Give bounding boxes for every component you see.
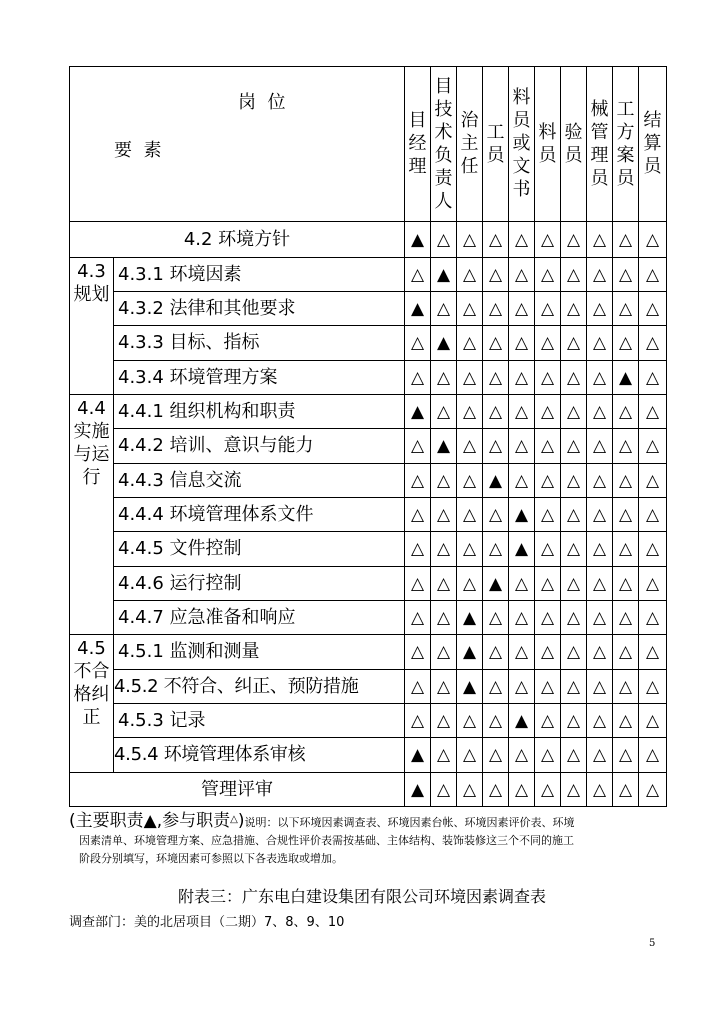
responsibility-mark: △ xyxy=(483,704,509,738)
responsibility-mark: △ xyxy=(561,704,587,738)
responsibility-mark: △ xyxy=(535,258,561,292)
responsibility-mark: ▲ xyxy=(509,704,535,738)
responsibility-mark: △ xyxy=(561,326,587,361)
element-item: 4.3.1 环境因素 xyxy=(114,258,405,292)
element-label: 要 素 xyxy=(114,140,162,161)
responsibility-mark: △ xyxy=(613,532,639,567)
responsibility-mark: ▲ xyxy=(405,222,431,258)
responsibility-mark: △ xyxy=(405,601,431,635)
column-header: 治主任 xyxy=(457,67,483,222)
responsibility-mark: △ xyxy=(535,292,561,326)
responsibility-mark: △ xyxy=(587,635,613,670)
responsibility-mark: △ xyxy=(535,326,561,361)
element-item: 4.5.3 记录 xyxy=(114,704,405,738)
footnote xyxy=(69,811,669,868)
responsibility-mark: △ xyxy=(509,601,535,635)
responsibility-mark: △ xyxy=(431,498,457,532)
responsibility-mark: △ xyxy=(483,738,509,773)
responsibility-mark: ▲ xyxy=(509,532,535,567)
table-row xyxy=(70,567,667,601)
responsibility-mark: △ xyxy=(483,773,509,807)
element-item: 4.4.6 运行控制 xyxy=(114,567,405,601)
responsibility-mark: △ xyxy=(639,670,667,704)
responsibility-mark: △ xyxy=(587,670,613,704)
responsibility-mark: △ xyxy=(587,326,613,361)
responsibility-mark: △ xyxy=(613,670,639,704)
responsibility-mark: △ xyxy=(613,635,639,670)
responsibility-mark: △ xyxy=(431,635,457,670)
column-header: 结算员 xyxy=(639,67,667,222)
element-item: 4.4.5 文件控制 xyxy=(114,532,405,567)
responsibility-mark: △ xyxy=(639,532,667,567)
responsibility-mark: △ xyxy=(613,498,639,532)
responsibility-mark: △ xyxy=(405,498,431,532)
responsibility-mark: ▲ xyxy=(405,395,431,429)
element-item: 4.3.3 目标、指标 xyxy=(114,326,405,361)
column-header: 械管理员 xyxy=(587,67,613,222)
responsibility-mark: ▲ xyxy=(483,464,509,498)
responsibility-mark: △ xyxy=(613,464,639,498)
responsibility-mark: △ xyxy=(561,670,587,704)
table-row xyxy=(70,635,667,670)
responsibility-mark: △ xyxy=(561,222,587,258)
table-row xyxy=(70,498,667,532)
responsibility-mark: △ xyxy=(613,773,639,807)
responsibility-mark: △ xyxy=(405,532,431,567)
responsibility-mark: △ xyxy=(561,395,587,429)
responsibility-mark: △ xyxy=(613,738,639,773)
note-text-3: 阶段分别填写，环境因素可参照以下各表选取或增加。 xyxy=(79,852,343,865)
responsibility-mark: △ xyxy=(561,258,587,292)
responsibility-mark: ▲ xyxy=(613,361,639,395)
responsibility-mark: △ xyxy=(639,635,667,670)
responsibility-mark: △ xyxy=(509,773,535,807)
responsibility-mark: △ xyxy=(405,464,431,498)
responsibility-mark: △ xyxy=(561,464,587,498)
responsibility-mark: △ xyxy=(431,567,457,601)
element-item: 4.4.2 培训、意识与能力 xyxy=(114,429,405,464)
responsibility-mark: △ xyxy=(483,601,509,635)
responsibility-mark: △ xyxy=(483,532,509,567)
responsibility-mark: △ xyxy=(639,464,667,498)
responsibility-mark: △ xyxy=(639,704,667,738)
responsibility-mark: △ xyxy=(457,326,483,361)
responsibility-mark: △ xyxy=(509,738,535,773)
responsibility-mark: △ xyxy=(405,429,431,464)
responsibility-mark: △ xyxy=(535,670,561,704)
responsibility-mark: △ xyxy=(509,635,535,670)
responsibility-mark: △ xyxy=(457,292,483,326)
responsibility-mark: △ xyxy=(457,395,483,429)
responsibility-mark: △ xyxy=(587,292,613,326)
responsibility-mark: △ xyxy=(405,704,431,738)
corner-header-cell xyxy=(70,67,405,222)
responsibility-mark: △ xyxy=(457,704,483,738)
responsibility-mark: △ xyxy=(613,567,639,601)
responsibility-mark: △ xyxy=(613,704,639,738)
responsibility-mark: △ xyxy=(561,292,587,326)
responsibility-mark: △ xyxy=(587,532,613,567)
element-item: 4.4.3 信息交流 xyxy=(114,464,405,498)
responsibility-mark: △ xyxy=(483,326,509,361)
responsibility-mark: △ xyxy=(639,601,667,635)
responsibility-mark: △ xyxy=(535,635,561,670)
responsibility-mark: △ xyxy=(509,326,535,361)
responsibility-mark: △ xyxy=(535,498,561,532)
responsibility-mark: △ xyxy=(509,361,535,395)
responsibility-mark: △ xyxy=(431,222,457,258)
responsibility-mark: △ xyxy=(613,222,639,258)
note-text-2: 因素清单、环境管理方案、应急措施、合规性评价表需按基础、主体结构、装饰装修这三个不同的施工 xyxy=(79,834,574,847)
note-text-1: 说明：以下环境因素调查表、环境因素台帐、环境因素评价表、环境 xyxy=(244,816,575,829)
responsibility-mark: △ xyxy=(457,222,483,258)
responsibility-mark: △ xyxy=(483,292,509,326)
responsibility-mark: △ xyxy=(639,292,667,326)
legend-close: ) xyxy=(237,811,245,831)
responsibility-mark: △ xyxy=(587,601,613,635)
table-row xyxy=(70,361,667,395)
responsibility-mark: △ xyxy=(431,704,457,738)
table-row xyxy=(70,464,667,498)
responsibility-mark: △ xyxy=(561,635,587,670)
responsibility-mark: △ xyxy=(639,326,667,361)
table-row xyxy=(70,395,667,429)
responsibility-mark: △ xyxy=(405,361,431,395)
responsibility-mark: △ xyxy=(509,670,535,704)
responsibility-mark: △ xyxy=(587,704,613,738)
column-header: 工员 xyxy=(483,67,509,222)
responsibility-mark: △ xyxy=(431,361,457,395)
responsibility-mark: △ xyxy=(405,567,431,601)
responsibility-mark: △ xyxy=(535,773,561,807)
responsibility-mark: △ xyxy=(431,738,457,773)
responsibility-mark: △ xyxy=(535,464,561,498)
responsibility-mark: △ xyxy=(587,567,613,601)
post-label: 岗 位 xyxy=(238,92,286,113)
responsibility-mark: △ xyxy=(457,567,483,601)
responsibility-mark: ▲ xyxy=(405,738,431,773)
responsibility-mark: △ xyxy=(457,361,483,395)
responsibility-mark: △ xyxy=(587,222,613,258)
responsibility-mark: △ xyxy=(639,429,667,464)
category-cell: 4.4实施与运行 xyxy=(70,395,114,635)
responsibility-mark: △ xyxy=(509,258,535,292)
responsibility-mark: △ xyxy=(457,738,483,773)
responsibility-mark: △ xyxy=(405,326,431,361)
responsibility-mark: △ xyxy=(431,601,457,635)
column-header: 料员 xyxy=(535,67,561,222)
responsibility-mark: ▲ xyxy=(483,567,509,601)
category-cell: 4.5不合格纠正 xyxy=(70,635,114,773)
responsibility-mark: △ xyxy=(535,395,561,429)
responsibility-mark: △ xyxy=(613,292,639,326)
responsibility-mark: △ xyxy=(561,532,587,567)
responsibility-mark: △ xyxy=(587,395,613,429)
table-row xyxy=(70,704,667,738)
responsibility-mark: △ xyxy=(639,498,667,532)
responsibility-mark: △ xyxy=(405,258,431,292)
element-item: 4.2 环境方针 xyxy=(70,222,405,258)
responsibility-mark: △ xyxy=(561,429,587,464)
responsibility-mark: △ xyxy=(483,429,509,464)
element-item: 4.5.4 环境管理体系审核 xyxy=(114,738,405,773)
responsibility-mark: △ xyxy=(431,773,457,807)
responsibility-mark: △ xyxy=(483,361,509,395)
table-row xyxy=(70,532,667,567)
responsibility-mark: △ xyxy=(613,601,639,635)
element-item: 4.4.7 应急准备和响应 xyxy=(114,601,405,635)
table-header-row xyxy=(70,67,667,222)
table-row xyxy=(70,326,667,361)
element-item: 4.4.1 组织机构和职责 xyxy=(114,395,405,429)
responsibility-mark: △ xyxy=(431,532,457,567)
responsibility-mark: △ xyxy=(587,498,613,532)
responsibility-mark: △ xyxy=(639,361,667,395)
responsibility-mark: △ xyxy=(561,498,587,532)
responsibility-mark: ▲ xyxy=(431,258,457,292)
responsibility-mark: △ xyxy=(457,464,483,498)
responsibility-mark: △ xyxy=(483,258,509,292)
table-row xyxy=(70,601,667,635)
responsibility-mark: △ xyxy=(431,670,457,704)
element-item: 4.3.2 法律和其他要求 xyxy=(114,292,405,326)
responsibility-mark: △ xyxy=(535,222,561,258)
responsibility-mark: △ xyxy=(535,567,561,601)
responsibility-mark: △ xyxy=(535,532,561,567)
responsibility-mark: △ xyxy=(535,361,561,395)
responsibility-mark: △ xyxy=(405,635,431,670)
responsibility-mark: △ xyxy=(587,361,613,395)
table-row xyxy=(70,429,667,464)
table-row xyxy=(70,292,667,326)
element-item: 4.4.4 环境管理体系文件 xyxy=(114,498,405,532)
responsibility-mark: △ xyxy=(613,429,639,464)
column-header: 验员 xyxy=(561,67,587,222)
responsibility-mark: △ xyxy=(535,704,561,738)
responsibility-table xyxy=(69,66,667,807)
responsibility-mark: △ xyxy=(431,395,457,429)
legend-text: (主要职责▲,参与职责 xyxy=(69,811,231,831)
responsibility-mark: △ xyxy=(639,567,667,601)
responsibility-mark: ▲ xyxy=(457,635,483,670)
responsibility-mark: △ xyxy=(457,429,483,464)
responsibility-mark: △ xyxy=(535,429,561,464)
responsibility-mark: △ xyxy=(509,567,535,601)
responsibility-mark: △ xyxy=(561,773,587,807)
responsibility-mark: △ xyxy=(483,635,509,670)
responsibility-mark: △ xyxy=(535,738,561,773)
responsibility-mark: △ xyxy=(561,567,587,601)
responsibility-mark: △ xyxy=(483,670,509,704)
table-row xyxy=(70,773,667,807)
responsibility-mark: △ xyxy=(483,222,509,258)
responsibility-mark: △ xyxy=(457,258,483,292)
responsibility-mark: △ xyxy=(509,222,535,258)
responsibility-mark: △ xyxy=(613,395,639,429)
responsibility-mark: △ xyxy=(561,738,587,773)
responsibility-mark: △ xyxy=(639,222,667,258)
responsibility-mark: △ xyxy=(587,464,613,498)
table-row xyxy=(70,738,667,773)
responsibility-mark: △ xyxy=(509,464,535,498)
responsibility-mark: △ xyxy=(457,498,483,532)
element-item: 4.5.2 不符合、纠正、预防措施 xyxy=(114,670,405,704)
column-header: 目经理 xyxy=(405,67,431,222)
responsibility-mark: △ xyxy=(483,395,509,429)
responsibility-mark: △ xyxy=(457,773,483,807)
responsibility-mark: △ xyxy=(613,258,639,292)
table-row xyxy=(70,258,667,292)
responsibility-mark: △ xyxy=(561,361,587,395)
responsibility-mark: △ xyxy=(587,429,613,464)
category-cell: 4.3规划 xyxy=(70,258,114,395)
responsibility-mark: ▲ xyxy=(431,326,457,361)
responsibility-mark: △ xyxy=(509,429,535,464)
responsibility-mark: ▲ xyxy=(405,292,431,326)
responsibility-mark: △ xyxy=(483,498,509,532)
responsibility-mark: △ xyxy=(587,773,613,807)
responsibility-mark: △ xyxy=(457,532,483,567)
appendix-title: 附表三：广东电白建设集团有限公司环境因素调查表 xyxy=(177,887,546,906)
responsibility-mark: ▲ xyxy=(405,773,431,807)
responsibility-mark: △ xyxy=(639,395,667,429)
responsibility-mark: ▲ xyxy=(509,498,535,532)
table-row xyxy=(70,670,667,704)
page-number: 5 xyxy=(649,938,656,949)
column-header: 料员或文书 xyxy=(509,67,535,222)
responsibility-mark: △ xyxy=(587,258,613,292)
responsibility-mark: ▲ xyxy=(457,601,483,635)
responsibility-mark: ▲ xyxy=(431,429,457,464)
responsibility-mark: △ xyxy=(561,601,587,635)
table-row xyxy=(70,222,667,258)
responsibility-mark: △ xyxy=(509,292,535,326)
element-item: 4.5.1 监测和测量 xyxy=(114,635,405,670)
column-header: 工方案员 xyxy=(613,67,639,222)
responsibility-mark: △ xyxy=(509,395,535,429)
responsibility-mark: △ xyxy=(431,464,457,498)
responsibility-mark: ▲ xyxy=(457,670,483,704)
responsibility-mark: △ xyxy=(431,292,457,326)
responsibility-mark: △ xyxy=(405,670,431,704)
responsibility-mark: △ xyxy=(535,601,561,635)
element-item: 4.3.4 环境管理方案 xyxy=(114,361,405,395)
column-header: 目技术负责人 xyxy=(431,67,457,222)
survey-department: 调查部门：美的北居项目（二期）7、8、9、10 xyxy=(69,915,345,930)
responsibility-mark: △ xyxy=(639,258,667,292)
responsibility-mark: △ xyxy=(587,738,613,773)
element-item: 管理评审 xyxy=(70,773,405,807)
responsibility-mark: △ xyxy=(639,773,667,807)
legend-participate-mark: △ xyxy=(230,814,238,825)
responsibility-mark: △ xyxy=(613,326,639,361)
responsibility-mark: △ xyxy=(639,738,667,773)
